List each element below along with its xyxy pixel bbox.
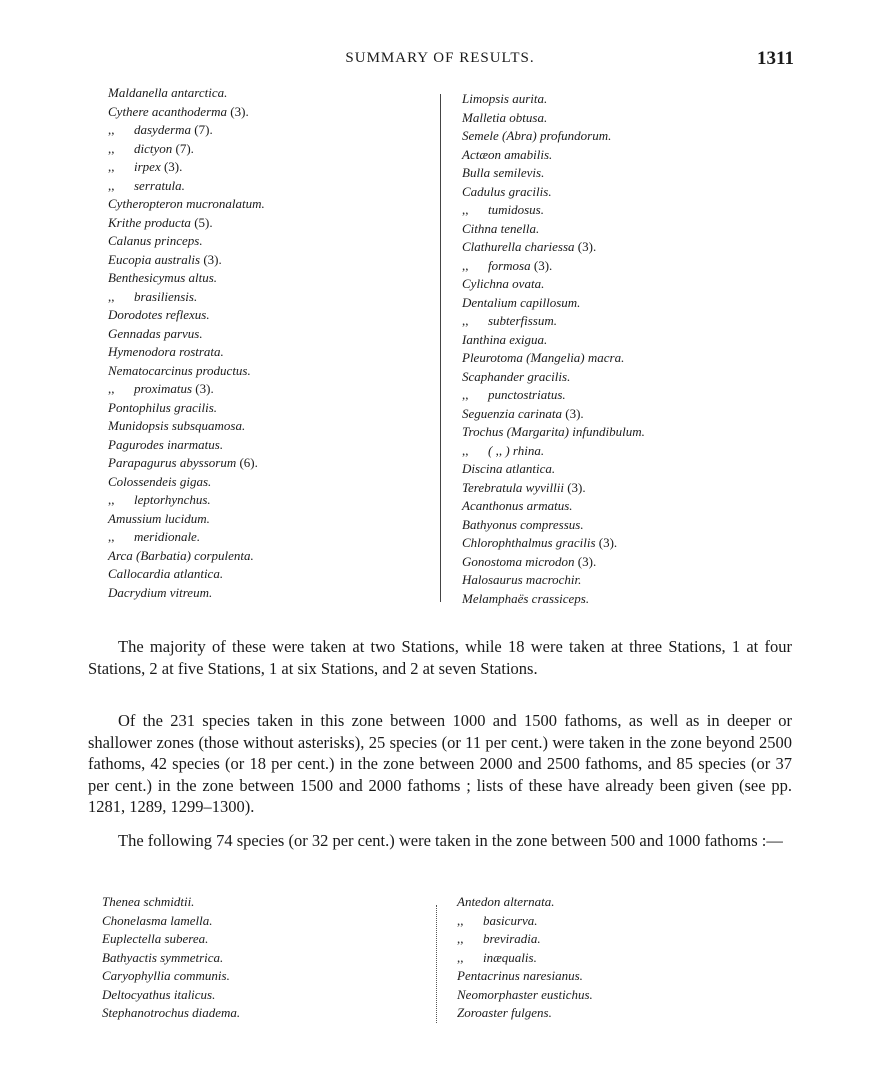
- species-name: Bulla semilevis.: [462, 165, 545, 180]
- species-entry: [108, 547, 265, 566]
- species-name: Chlorophthalmus gracilis: [462, 535, 596, 550]
- species-list-bottom-right: [457, 893, 593, 1023]
- species-name: Bathyonus compressus.: [462, 516, 584, 532]
- paragraph-following-species: The following 74 species (or 32 per cent.) were taken in the zone between 500 and 1000 fathoms :—: [118, 831, 783, 850]
- species-name: Callocardia atlantica.: [108, 566, 224, 581]
- species-name: Pagurodes inarmatus.: [108, 436, 224, 452]
- species-entry: [462, 460, 645, 479]
- species-entry: [462, 590, 645, 609]
- species-entry: [108, 158, 265, 177]
- species-name: Terebratula wyvillii: [462, 479, 564, 495]
- species-name: irpex: [134, 159, 161, 174]
- running-header-title: SUMMARY OF RESULTS.: [345, 50, 535, 66]
- species-name: Chonelasma lamella.: [102, 912, 213, 928]
- ditto-mark: ,,: [108, 288, 115, 304]
- species-entry: [462, 164, 645, 183]
- species-entry: [102, 1004, 240, 1023]
- species-entry: [108, 306, 265, 325]
- species-entry: [462, 571, 645, 590]
- species-name: Munidopsis subsquamosa.: [108, 418, 246, 433]
- species-name: Acanthonus armatus.: [462, 498, 573, 513]
- species-entry: [462, 109, 645, 128]
- species-entry: [102, 949, 240, 968]
- species-name: Thenea schmidtii.: [102, 894, 195, 909]
- species-entry: [108, 380, 265, 399]
- species-name: Cytheropteron mucronalatum.: [108, 196, 265, 211]
- species-entry: [102, 986, 240, 1005]
- species-name: Caryophyllia communis.: [102, 968, 230, 983]
- species-name: Dorodotes reflexus.: [108, 307, 210, 322]
- station-count: (3).: [203, 251, 222, 267]
- ditto-mark: ,,: [108, 122, 115, 137]
- species-entry: [462, 405, 645, 424]
- species-name: Ianthina exigua.: [462, 331, 548, 347]
- species-name: Discina atlantica.: [462, 461, 556, 476]
- species-name: Semele (Abra) profundorum.: [462, 128, 612, 143]
- ditto-mark: ,,: [457, 912, 464, 928]
- ditto-mark: ,,: [462, 202, 469, 217]
- species-name: Maldanella antarctica.: [108, 85, 228, 100]
- species-entry: [462, 275, 645, 294]
- species-name: formosa: [488, 257, 531, 273]
- species-entry: [108, 343, 265, 362]
- species-entry: [108, 584, 265, 603]
- species-entry: [102, 912, 240, 931]
- species-name: subterfissum.: [488, 313, 557, 328]
- species-list-top-left: [108, 84, 265, 602]
- species-name: Gennadas parvus.: [108, 325, 203, 341]
- species-name: Calanus princeps.: [108, 233, 203, 248]
- species-name: Nematocarcinus productus.: [108, 362, 251, 378]
- species-name: Gonostoma microdon: [462, 553, 575, 569]
- species-entry: [108, 473, 265, 492]
- species-name: Benthesicymus altus.: [108, 270, 218, 285]
- species-name: dasyderma: [134, 122, 192, 137]
- species-entry: [462, 201, 645, 220]
- ditto-mark: ,,: [462, 387, 469, 402]
- species-entry: [457, 967, 593, 986]
- species-entry: [108, 251, 265, 270]
- species-entry: [462, 146, 645, 165]
- species-entry: [108, 528, 265, 547]
- species-entry: [108, 177, 265, 196]
- species-name: Parapagurus abyssorum: [108, 455, 237, 470]
- station-count: (7).: [175, 140, 194, 156]
- species-name: Stephanotrochus diadema.: [102, 1005, 241, 1020]
- species-entry: [108, 288, 265, 307]
- species-name: basicurva.: [483, 912, 538, 928]
- species-name: Dacrydium vitreum.: [108, 584, 213, 600]
- species-entry: [457, 949, 593, 968]
- species-entry: [108, 140, 265, 159]
- station-count: (3).: [230, 103, 249, 119]
- species-name: leptorhynchus.: [134, 492, 211, 507]
- station-count: (3).: [533, 257, 553, 273]
- species-name: Amussium lucidum.: [108, 510, 210, 526]
- page-number: 1311: [757, 48, 794, 69]
- species-entry: [457, 930, 593, 949]
- species-entry: [108, 214, 265, 233]
- species-name: Euplectella suberea.: [102, 931, 209, 946]
- species-entry: [457, 1004, 593, 1023]
- species-name: Pleurotoma (Mangelia) macra.: [462, 350, 625, 365]
- ditto-mark: ,,: [108, 140, 115, 156]
- station-count: (3).: [163, 159, 183, 174]
- species-entry: [102, 893, 240, 912]
- station-count: (3).: [577, 239, 597, 254]
- species-name: Zoroaster fulgens.: [457, 1005, 552, 1020]
- species-name: Seguenzia carinata: [462, 405, 563, 421]
- species-entry: [108, 491, 265, 510]
- species-entry: [462, 423, 645, 442]
- species-name: Arca (Barbatia) corpulenta.: [108, 547, 254, 563]
- ditto-mark: ,,: [457, 931, 464, 946]
- species-entry: [462, 331, 645, 350]
- species-entry: [462, 534, 645, 553]
- species-list-top-right: [462, 90, 645, 608]
- species-name: Clathurella chariessa: [462, 239, 575, 254]
- species-entry: [462, 553, 645, 572]
- ditto-mark: ,,: [457, 949, 464, 965]
- species-name: brasiliensis.: [134, 288, 198, 304]
- species-name: punctostriatus.: [488, 387, 566, 402]
- species-entry: [108, 269, 265, 288]
- species-name: Cythere acanthoderma: [108, 103, 228, 119]
- species-name: Hymenodora rostrata.: [108, 344, 224, 359]
- station-count: (3).: [598, 535, 618, 550]
- ditto-mark: ,,: [462, 442, 469, 458]
- species-entry: [462, 349, 645, 368]
- station-count: (3).: [565, 405, 584, 421]
- ditto-mark: ,,: [108, 381, 115, 396]
- species-entry: [462, 516, 645, 535]
- species-entry: [108, 362, 265, 381]
- species-entry: [462, 183, 645, 202]
- ditto-mark: ,,: [462, 313, 469, 328]
- species-name: inæqualis.: [483, 949, 537, 965]
- paragraph-zone-summary: Of the 231 species taken in this zone between 1000 and 1500 fathoms, as well as in deeper or shallower zones (those without asterisks), 25 species (or 11 per cent.) were taken in the zone beyond 2500 fathoms, 42 species (or 18 per cent.) in the zone between 2000 and 2500 fathoms, and 85 species (or 37 per cent.) in the zone between 1500 and 2000 fathoms ; lists of these have already been given (see pp. 1281, 1289, 1299–1300).: [88, 711, 792, 816]
- species-name: Actæon amabilis.: [462, 146, 553, 162]
- species-entry: [102, 930, 240, 949]
- species-entry: [108, 436, 265, 455]
- station-count: (3).: [577, 553, 597, 569]
- species-name: Deltocyathus italicus.: [102, 986, 216, 1002]
- species-name: Scaphander gracilis.: [462, 368, 571, 384]
- species-entry: [108, 103, 265, 122]
- species-entry: [462, 312, 645, 331]
- species-name: Antedon alternata.: [457, 894, 555, 909]
- species-entry: [108, 399, 265, 418]
- species-entry: [462, 442, 645, 461]
- ditto-mark: ,,: [108, 159, 115, 174]
- species-name: Pentacrinus naresianus.: [457, 968, 583, 983]
- species-entry: [457, 912, 593, 931]
- species-name: Cadulus gracilis.: [462, 183, 552, 199]
- species-name: Halosaurus macrochir.: [462, 572, 582, 587]
- species-entry: [108, 232, 265, 251]
- column-divider-top: [440, 94, 441, 602]
- ditto-mark: ,,: [108, 177, 115, 193]
- species-entry: [462, 238, 645, 257]
- station-count: (6).: [239, 455, 258, 470]
- species-entry: [457, 986, 593, 1005]
- station-count: (3).: [567, 479, 586, 495]
- column-divider-bottom: [436, 905, 437, 1023]
- species-name: dictyon: [134, 140, 173, 156]
- species-entry: [457, 893, 593, 912]
- species-entry: [108, 454, 265, 473]
- species-entry: [108, 84, 265, 103]
- station-count: (3).: [195, 381, 214, 396]
- species-entry: [102, 967, 240, 986]
- species-entry: [462, 294, 645, 313]
- species-name: ( ,, ) rhina.: [488, 442, 545, 458]
- species-entry: [108, 565, 265, 584]
- species-entry: [108, 510, 265, 529]
- species-name: breviradia.: [483, 931, 541, 946]
- species-name: Colossendeis gigas.: [108, 473, 212, 489]
- species-name: Limopsis aurita.: [462, 91, 548, 106]
- ditto-mark: ,,: [108, 492, 115, 507]
- species-name: Cithna tenella.: [462, 220, 540, 236]
- species-name: Malletia obtusa.: [462, 109, 548, 125]
- species-entry: [462, 386, 645, 405]
- species-entry: [462, 368, 645, 387]
- species-entry: [108, 195, 265, 214]
- species-name: Eucopia australis: [108, 251, 201, 267]
- species-name: Pontophilus gracilis.: [108, 399, 218, 415]
- species-name: meridionale.: [134, 529, 201, 544]
- species-entry: [108, 121, 265, 140]
- species-entry: [108, 325, 265, 344]
- species-entry: [462, 90, 645, 109]
- paragraph-stations: The majority of these were taken at two Stations, while 18 were taken at three Stations, 1 at four Stations, 2 at five Stations, 1 at six Stations, and 2 at seven Stations.: [88, 637, 792, 678]
- species-name: Dentalium capillosum.: [462, 294, 581, 310]
- species-name: tumidosus.: [488, 202, 544, 217]
- species-name: Melamphaës crassiceps.: [462, 590, 590, 606]
- species-name: Neomorphaster eustichus.: [457, 986, 593, 1002]
- species-name: proximatus: [134, 381, 193, 396]
- species-name: serratula.: [134, 177, 185, 193]
- species-entry: [462, 257, 645, 276]
- station-count: (7).: [194, 122, 213, 137]
- species-entry: [462, 497, 645, 516]
- species-name: Krithe producta: [108, 214, 191, 230]
- species-entry: [462, 479, 645, 498]
- species-entry: [462, 127, 645, 146]
- species-name: Bathyactis symmetrica.: [102, 949, 224, 965]
- ditto-mark: ,,: [108, 529, 115, 544]
- species-entry: [462, 220, 645, 239]
- station-count: (5).: [194, 214, 213, 230]
- species-entry: [108, 417, 265, 436]
- species-list-bottom-left: [102, 893, 240, 1023]
- ditto-mark: ,,: [462, 257, 469, 273]
- species-name: Trochus (Margarita) infundibulum.: [462, 424, 645, 439]
- species-name: Cylichna ovata.: [462, 276, 545, 291]
